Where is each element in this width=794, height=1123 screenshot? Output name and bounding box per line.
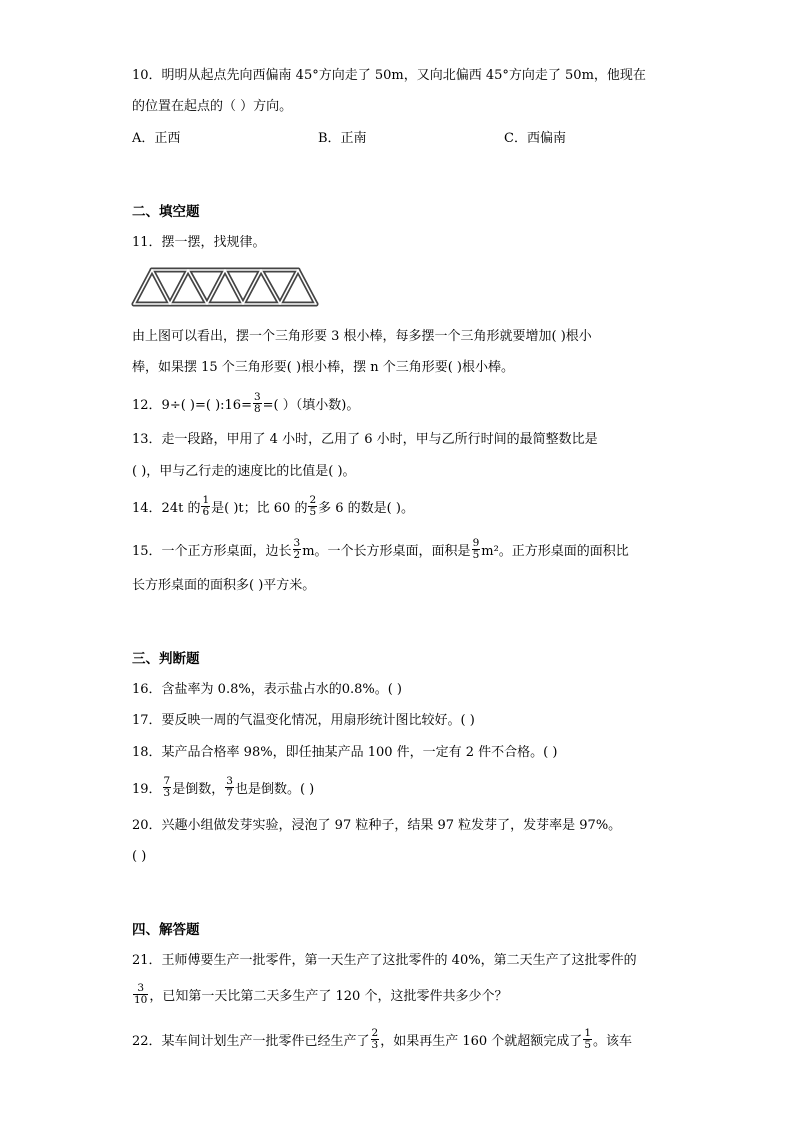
q19-f2-den: 7 xyxy=(226,787,233,799)
q10-option-c: C．西偏南 xyxy=(504,131,566,146)
q22-f1-num: 2 xyxy=(371,1027,379,1039)
q19-text-a: 19． xyxy=(132,782,162,797)
q19-f1-num: 7 xyxy=(163,775,171,787)
q15-line2: 长方形桌面的面积多( )平方米。 xyxy=(132,578,316,593)
q10-option-b: B．正南 xyxy=(318,131,367,146)
q15-line1 xyxy=(132,537,629,563)
q22-f2-den: 5 xyxy=(584,1039,591,1051)
q14-fraction-2 xyxy=(308,495,317,518)
q15-text-b: m。一个长方形桌面，面积是 xyxy=(302,544,471,559)
q21-f-den: 10 xyxy=(134,994,148,1006)
q22-f2-num: 1 xyxy=(584,1027,591,1039)
q21-line2 xyxy=(132,982,508,1008)
section-title-true-false: 三、判断题 xyxy=(132,651,200,667)
q15-f1-num: 3 xyxy=(293,537,301,549)
q12-frac-den: 8 xyxy=(253,403,261,415)
q14-f1-num: 1 xyxy=(202,494,210,506)
q22-text-a: 22．某车间计划生产一批零件已经生产了 xyxy=(132,1034,370,1049)
q16: 16．含盐率为 0.8%，表示盐占水的0.8%。( ) xyxy=(132,682,403,697)
q20-line1: 20．兴趣小组做发芽实验，浸泡了 97 粒种子，结果 97 粒发芽了，发芽率是 97%。 xyxy=(132,818,622,833)
q12 xyxy=(132,391,360,417)
q11-line3: 棒，如果摆 15 个三角形要( )根小棒，摆 n 个三角形要( )根小棒。 xyxy=(132,360,514,375)
q22-fraction-1 xyxy=(371,1028,380,1051)
q15-text-a: 15．一个正方形桌面，边长 xyxy=(132,544,292,559)
q14-f2-num: 2 xyxy=(309,494,317,506)
q19-text-c: 也是倒数。( ) xyxy=(234,782,315,797)
section-title-fill-in: 二、填空题 xyxy=(132,204,200,220)
q21-f-num: 3 xyxy=(137,982,145,994)
q18: 18．某产品合格率 98%，即任抽某产品 100 件，一定有 2 件不合格。( ) xyxy=(132,745,558,760)
q19-text-b: 是倒数， xyxy=(172,782,225,797)
q12-fraction xyxy=(253,392,262,415)
section-title-solve: 四、解答题 xyxy=(132,922,200,938)
q11-line1: 11．摆一摆，找规律。 xyxy=(132,235,266,250)
q14 xyxy=(132,494,414,520)
q17: 17．要反映一周的气温变化情况，用扇形统计图比较好。( ) xyxy=(132,713,475,728)
q15-fraction-1 xyxy=(293,538,302,561)
q21-fraction xyxy=(133,983,148,1006)
q19-fraction-1 xyxy=(163,776,172,799)
q10-line1: 10．明明从起点先向西偏南 45°方向走了 50m，又向北偏西 45°方向走了 50m，他现在 xyxy=(132,68,646,83)
q22-fraction-2 xyxy=(583,1028,592,1051)
q10-option-a: A．正西 xyxy=(132,131,181,146)
q14-fraction-1 xyxy=(201,495,210,518)
q22-text-c: 。该车 xyxy=(593,1034,633,1049)
q15-f1-den: 2 xyxy=(293,549,301,561)
q14-text-a: 14．24t 的 xyxy=(132,501,201,516)
q14-f1-den: 6 xyxy=(202,506,210,518)
q10-line2: 的位置在起点的（ ）方向。 xyxy=(132,99,293,114)
q14-f2-den: 5 xyxy=(309,506,317,518)
q22 xyxy=(132,1027,633,1053)
q19-f1-den: 3 xyxy=(163,787,171,799)
q22-f1-den: 3 xyxy=(371,1039,379,1051)
q15-f2-num: 9 xyxy=(472,537,480,549)
q14-text-b: 是( )t；比 60 的 xyxy=(211,501,308,516)
stick-triangles-figure xyxy=(130,266,326,310)
q19-f2-num: 3 xyxy=(226,775,233,787)
q15-f2-den: 5 xyxy=(472,549,480,561)
q10-options xyxy=(132,129,566,149)
q12-text-b: =( ）（填小数)。 xyxy=(262,398,360,413)
q11-line2: 由上图可以看出，摆一个三角形要 3 根小棒，每多摆一个三角形就要增加( )根小 xyxy=(132,329,592,344)
q21-line1: 21．王师傅要生产一批零件，第一天生产了这批零件的 40%，第二天生产了这批零件的 xyxy=(132,953,637,968)
q13-line1: 13．走一段路，甲用了 4 小时，乙用了 6 小时，甲与乙所行时间的最简整数比是 xyxy=(132,432,598,447)
q22-text-b: ，如果再生产 160 个就超额完成了 xyxy=(380,1034,583,1049)
q19 xyxy=(132,775,315,801)
q21-text: ，已知第一天比第二天多生产了 120 个，这批零件共多少个？ xyxy=(149,989,508,1004)
q14-text-c: 多 6 的数是( )。 xyxy=(318,501,414,516)
q19-fraction-2 xyxy=(225,776,234,799)
q12-frac-num: 3 xyxy=(253,391,261,403)
q15-fraction-2 xyxy=(472,538,481,561)
q12-text-a: 12．9÷( )=( ):16= xyxy=(132,398,252,413)
q20-line2: ( ) xyxy=(132,849,147,864)
q13-line2: ( )，甲与乙行走的速度比的比值是( )。 xyxy=(132,464,356,479)
q15-text-c: m²。正方形桌面的面积比 xyxy=(481,544,629,559)
